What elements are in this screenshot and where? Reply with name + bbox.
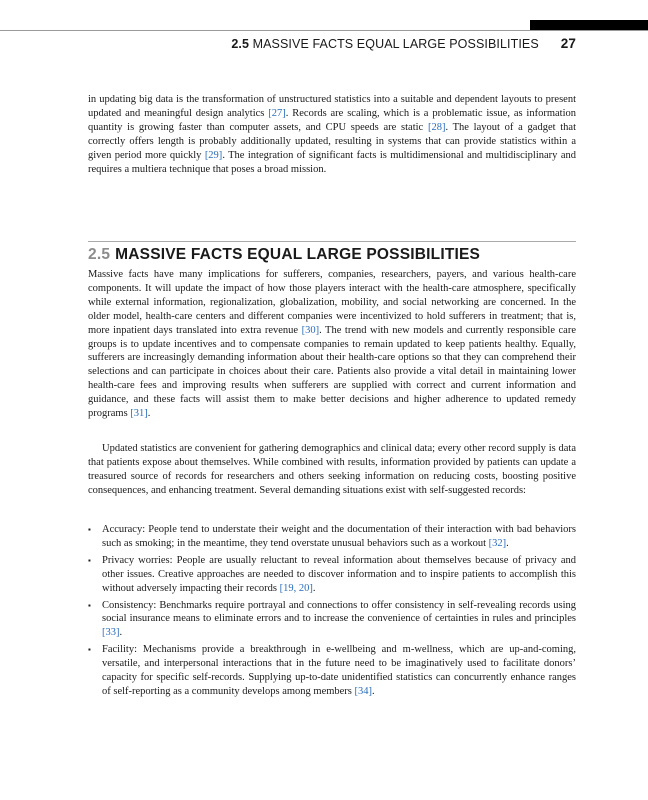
list-item xyxy=(88,643,576,699)
section-divider xyxy=(88,241,576,242)
section-heading xyxy=(88,246,480,264)
header-rule xyxy=(0,30,648,31)
list-item-text: . xyxy=(312,582,316,594)
section-number: 2.5 xyxy=(88,246,111,263)
section-title: MASSIVE FACTS EQUAL LARGE POSSIBILITIES xyxy=(115,246,481,263)
citation-link[interactable]: [27] xyxy=(268,107,286,119)
list-item xyxy=(88,523,576,551)
citation-link[interactable]: [30] xyxy=(301,324,320,336)
list-item-text: . xyxy=(372,685,375,697)
list-item-text: Privacy worries: People are usually reluctant to reveal information about themselves because of privacy and other issues. Creative approaches are needed to discover information and to inspire patients to accomplish this without adversely impacting their records xyxy=(102,554,576,594)
bullet-list xyxy=(88,523,576,702)
citation-link[interactable]: [19, 20] xyxy=(279,582,313,594)
body-text: . xyxy=(147,408,151,420)
citation-link[interactable]: [29] xyxy=(204,149,223,161)
running-header xyxy=(88,36,576,51)
list-item-text: Consistency: Benchmarks require portrayal and connections to offer consistency in self-revealing records using social insurance means to eliminate errors and to increase the convenience of certainties in rules and principles xyxy=(102,599,576,625)
body-text: . The trend with new models and currently responsible care groups is to update incentives and to compensate companies to remain updated to keep patients healthy. Equally, sufferers are increasingly demanding information about their health-care options so that they can comprehend their selections and can participate in choices about their care. Patients also provide a vital detail in maintaining lower health-care fees and improving results when sufferers are supplied with correct and current information and guidance, and these facts will assist them to make better decisions and higher adherence to updated remedy programs xyxy=(88,324,576,420)
bullet-marker: ▪ xyxy=(88,600,91,610)
list-item xyxy=(88,554,576,596)
citation-link[interactable]: [28] xyxy=(427,121,446,133)
citation-link[interactable]: [33] xyxy=(102,627,120,639)
body-paragraph-1 xyxy=(88,268,576,421)
bullet-marker: ▪ xyxy=(88,645,91,655)
body-text: Updated statistics are convenient for gathering demographics and clinical data; every other record supply is data that patients expose about themselves. While combined with results, information provided by patients can update a treasured source of records for researchers and others seeking information on reducing costs, boosting positive consequences, and enhancing treatment. Several demanding situations exist with self-suggested records: xyxy=(88,443,576,496)
citation-link[interactable]: [32] xyxy=(488,537,507,549)
bullet-marker: ▪ xyxy=(88,525,91,534)
list-item-text: Facility: Mechanisms provide a breakthrough in e-wellbeing and m-wellness, which are up-and-coming, versatile, and interpersonal interactions that in the future need to be imaginatively used to facilitate donors’ capacity for specific self-records. Supplying up-to-date unidentified statistics can concurrently enhance ranges of self-reporting as a community develops among members xyxy=(102,644,576,697)
list-item xyxy=(88,599,576,641)
list-item-text: Accuracy: People tend to understate their weight and the documentation of their interaction with bad behaviors such as smoking; in the meantime, they tend overstate unusual behaviors such as a workout xyxy=(102,524,576,549)
intro-text: . The integration of significant facts is multidimensional and multidisciplinary and requires a multiera technique that poses a broad mission. xyxy=(88,149,576,175)
intro-text: . Records are scaling, which is a problematic issue, as information quantity is growing faster than computer assets, and CPU speeds are static xyxy=(88,107,577,133)
list-item-text: . xyxy=(119,627,123,639)
page-number: 27 xyxy=(560,36,576,51)
intro-paragraph xyxy=(88,93,576,176)
citation-link[interactable]: [34] xyxy=(354,685,373,697)
intro-text: in updating big data is the transformation of unstructured statistics into a suitable and dependent layouts to present updated and meaningful design analytics xyxy=(88,94,576,119)
running-header-title xyxy=(231,37,538,51)
body-text: Massive facts have many implications for sufferers, companies, researchers, payers, and various health-care components. It will update the impact of how those players interact with the health-care atmosphere, specifically while external information, regionalization, globalization, mobility, and social networking are concerned. In the older model, health-care centers and different companies were incentivized to hold sufferers in treatment; that is, more inpatient days translated into extra revenue xyxy=(88,269,576,336)
body-paragraph-2 xyxy=(88,442,576,498)
intro-text: . The layout of a gadget that correctly offers length is probably additionally updated, resulting in systems that can provide statistics within a given period more quickly xyxy=(88,121,576,161)
bullet-marker: ▪ xyxy=(88,555,91,565)
running-header-section-number: 2.5 xyxy=(231,37,250,51)
header-accent-bar xyxy=(530,20,648,30)
running-header-section-title: MASSIVE FACTS EQUAL LARGE POSSIBILITIES xyxy=(252,37,539,51)
list-item-text: . xyxy=(506,537,509,549)
citation-link[interactable]: [31] xyxy=(130,408,148,420)
